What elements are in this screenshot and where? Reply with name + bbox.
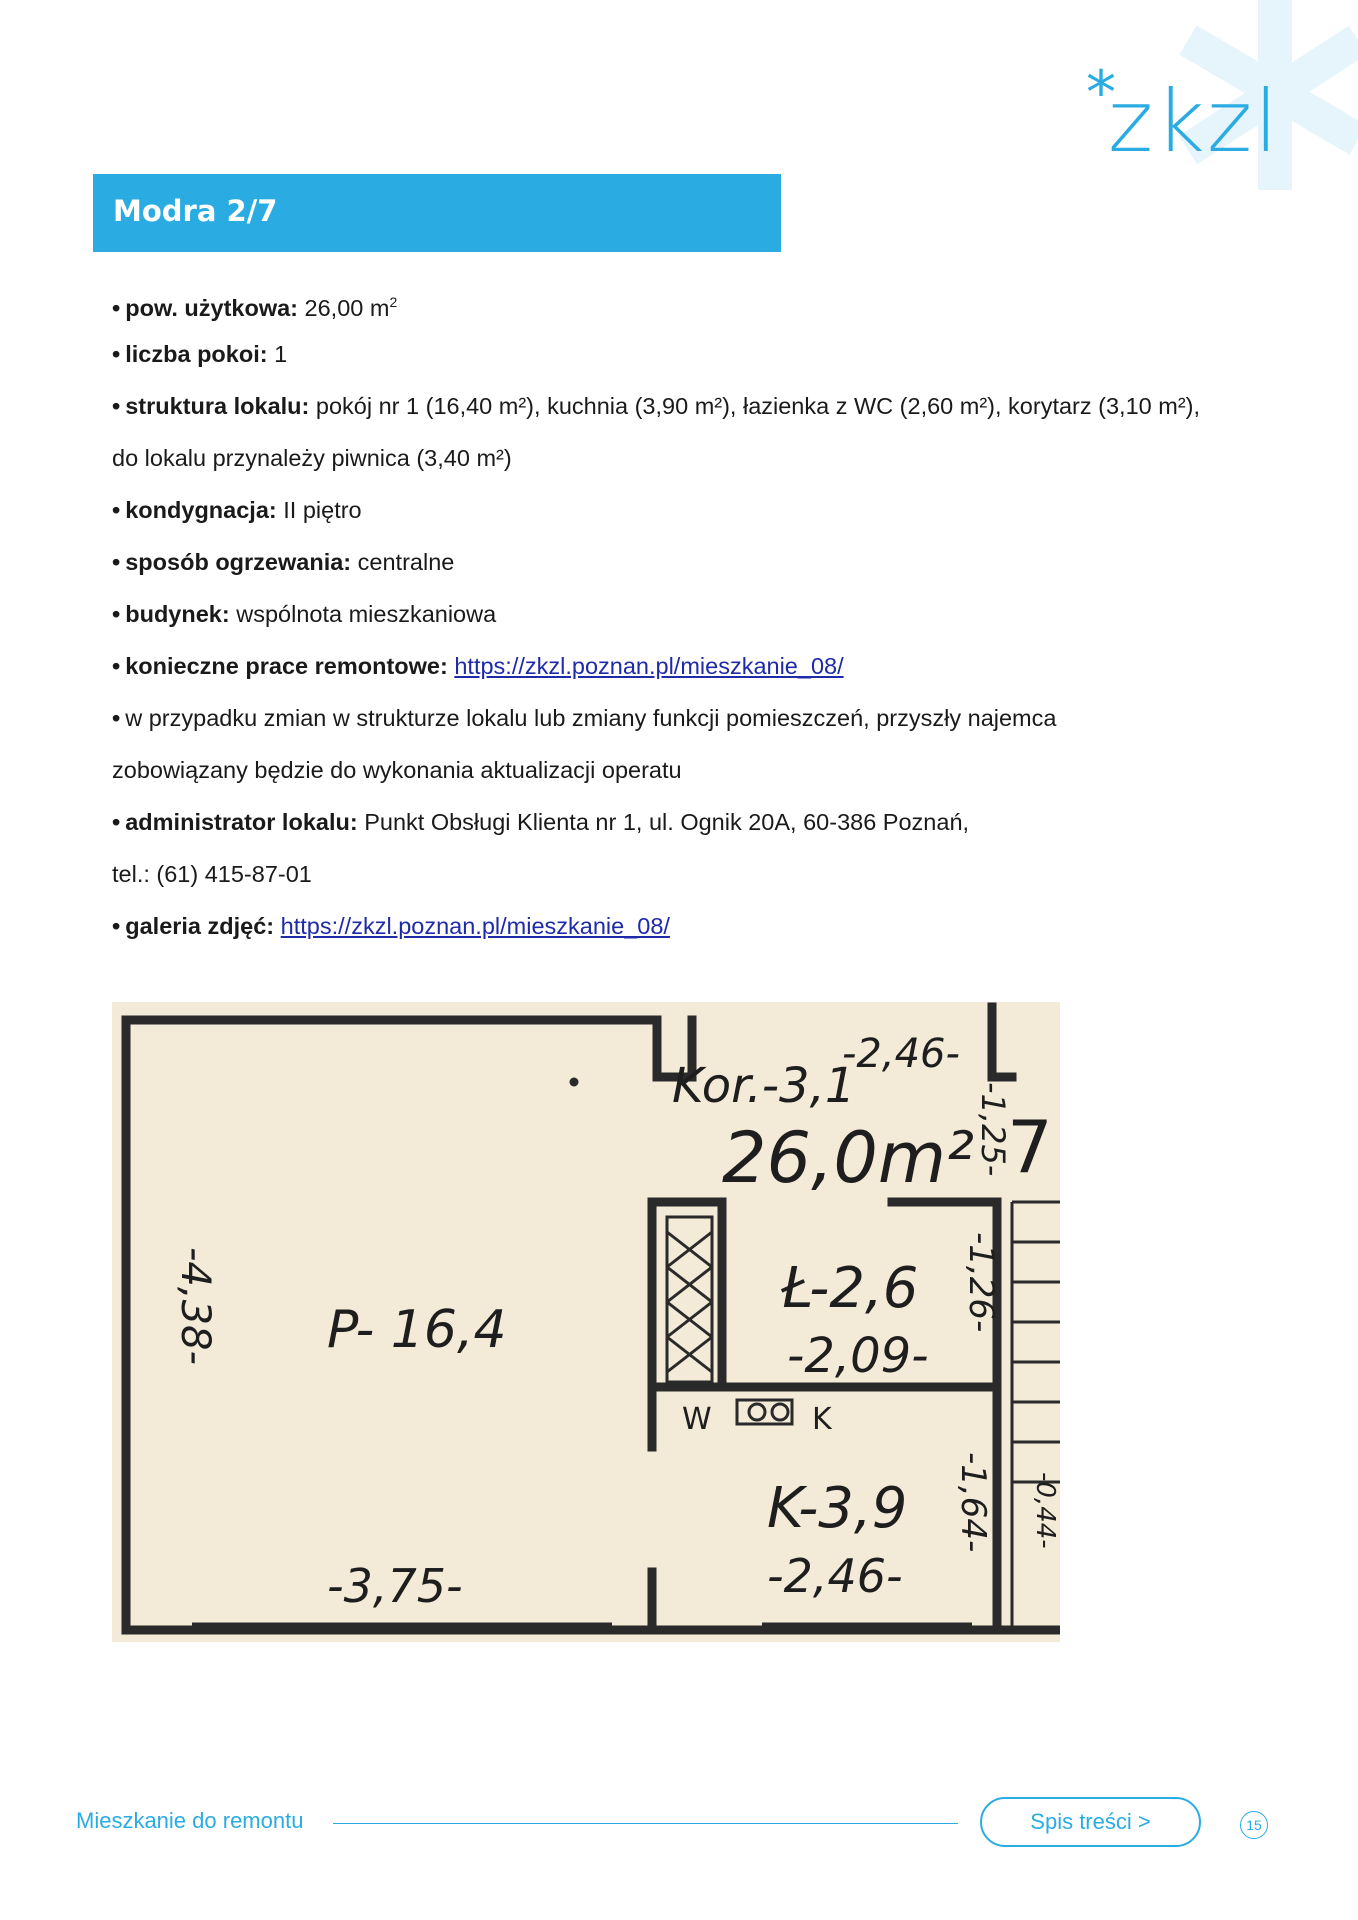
list-item: • sposób ogrzewania: centralne [112, 549, 455, 575]
page-number: 15 [1240, 1811, 1268, 1839]
plan-symbol-label: W [682, 1402, 712, 1437]
item-value: wspólnota mieszkaniowa [236, 601, 497, 627]
footer-section-label: Mieszkanie do remontu [76, 1808, 304, 1833]
item-label: galeria zdjęć: [125, 913, 275, 939]
item-label: sposób ogrzewania: [125, 549, 352, 575]
list-item-continuation [112, 854, 1292, 906]
title-bar [93, 174, 781, 252]
kitchen-label: K-3,9 [767, 1476, 908, 1541]
dim-label: -4,38- [172, 1247, 218, 1365]
item-label: budynek: [125, 601, 230, 627]
unit-number-label: 7 [1007, 1105, 1053, 1189]
item-value: zobowiązany będzie do wykonania aktualizacji operatu [112, 757, 682, 783]
list-item: • pow. użytkowa: 26,00 $m^2$ [112, 294, 398, 321]
list-item: • administrator lokalu: Punkt Obsługi Klienta nr 1, ul. Ognik 20A, 60-386 Poznań, [112, 809, 970, 835]
list-item: • w przypadku zmian w strukturze lokalu lub zmiany funkcji pomieszczeń, przyszły najemca [112, 705, 1057, 731]
info-list [112, 282, 1292, 958]
item-value: Punkt Obsługi Klienta nr 1, ul. Ognik 20A, 60-386 Poznań, [364, 809, 970, 835]
item-value: II piętro [283, 497, 362, 523]
table-of-contents-button[interactable]: Spis treści > [980, 1797, 1201, 1847]
bathroom-label: Ł-2,6 [782, 1256, 919, 1321]
item-label: konieczne prace remontowe: [125, 653, 448, 679]
list-item: • kondygnacja: II piętro [112, 497, 362, 523]
room-label: P- 16,4 [327, 1300, 507, 1360]
dim-label: -2,46- [767, 1549, 903, 1603]
item-value: 26,00 m [304, 295, 390, 321]
dim-label: -0,44- [1030, 1472, 1060, 1549]
list-item: • struktura lokalu: pokój nr 1 (16,40 m²), kuchnia (3,90 m²), łazienka z WC (2,60 m²), korytarz (3,10 m²), [112, 393, 1201, 419]
plan-background [112, 1002, 1060, 1642]
item-label: kondygnacja: [125, 497, 277, 523]
gallery-link[interactable]: https://zkzl.poznan.pl/mieszkanie_08/ [280, 913, 670, 939]
item-label: pow. użytkowa: [125, 295, 299, 321]
list-item: • liczba pokoi: 1 [112, 341, 288, 367]
logo-text: zkzl [1108, 72, 1280, 172]
dim-label: -1,26- [961, 1232, 1001, 1333]
list-item: • konieczne prace remontowe: https://zkzl.poznan.pl/mieszkanie_08/ [112, 653, 844, 679]
plan-symbol-label: K [812, 1402, 832, 1437]
item-value: pokój nr 1 (16,40 m²), kuchnia (3,90 m²), łazienka z WC (2,60 m²), korytarz (3,10 m²), [315, 393, 1201, 419]
item-value: 1 [274, 341, 288, 367]
total-area-label: 26,0m² [722, 1117, 975, 1199]
item-label: struktura lokalu: [125, 393, 310, 419]
item-value: do lokalu przynależy piwnica (3,40 m²) [112, 445, 512, 471]
item-value: tel.: (61) 415-87-01 [112, 861, 312, 887]
list-item-continuation [112, 438, 1292, 490]
dim-label: -1,64- [953, 1452, 993, 1553]
dim-label: -1,25- [974, 1082, 1012, 1177]
page-title: Modra 2/7 [113, 194, 278, 228]
item-value: centralne [357, 549, 455, 575]
item-label: liczba pokoi: [125, 341, 268, 367]
logo-star: * [1086, 58, 1116, 128]
item-sup: 2 [389, 294, 398, 310]
list-item: • galeria zdjęć: https://zkzl.poznan.pl/mieszkanie_08/ [112, 913, 670, 939]
renovation-link[interactable]: https://zkzl.poznan.pl/mieszkanie_08/ [454, 653, 844, 679]
list-item-continuation [112, 750, 1292, 802]
floor-plan [112, 1002, 1060, 1642]
list-item: • budynek: wspólnota mieszkaniowa [112, 601, 497, 627]
item-value: w przypadku zmian w strukturze lokalu lub zmiany funkcji pomieszczeń, przyszły najemca [125, 705, 1057, 731]
corridor-label: Kor.-3,1 [672, 1058, 856, 1114]
footer-divider [333, 1823, 958, 1824]
item-label: administrator lokalu: [125, 809, 358, 835]
logo [1028, 0, 1358, 200]
dim-label: -2,46- [842, 1031, 960, 1077]
dim-label: -3,75- [327, 1559, 463, 1613]
dim-label: -2,09- [787, 1328, 929, 1384]
